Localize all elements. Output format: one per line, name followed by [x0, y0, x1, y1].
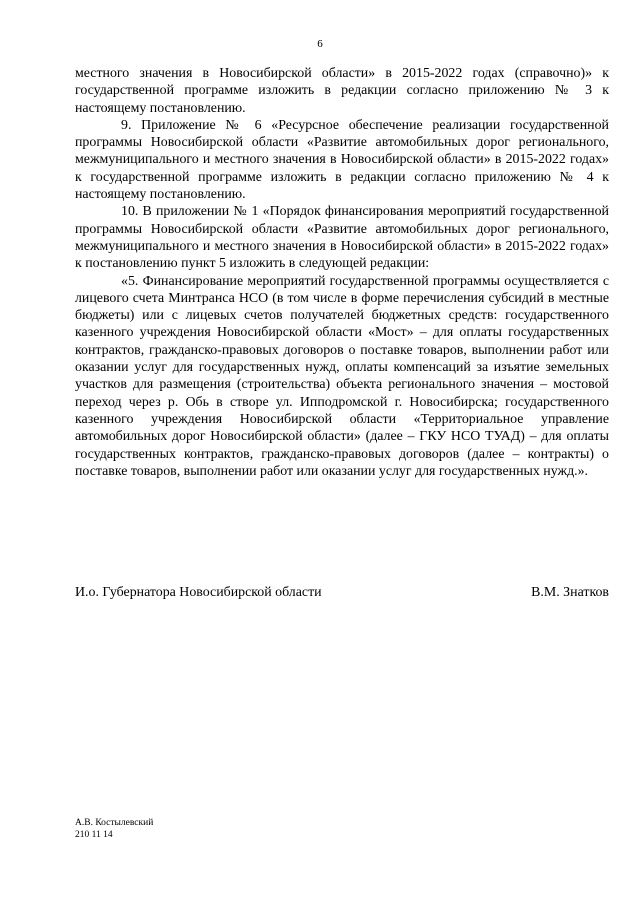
- paragraph-quoted-clause-5: «5. Финансирование мероприятий государственной программы осуществляется с лицевого счета Минтранса НСО (в том числе в форме перечисления субсидий в местные бюджеты) или с лицевых счетов получателей бюджетных средств: государственного казенного учреждения Новосибирской области «Мост» – для оплаты государственных контрактов, гражданско-правовых договоров о поставке товаров, выполнении работ или оказании услуг для государственных нужд, оплаты компенсаций за изъятие земельных участков для размещения (строительства) объекта регионального значения – мостовой переход через р. Обь в створе ул. Ипподромской г. Новосибирска; государственного казенного учреждения Новосибирской области «Территориальное управление автомобильных дорог Новосибирской области» (далее – ГКУ НСО ТУАД) – для оплаты государственных контрактов, гражданско-правовых договоров (далее – контракты) о поставке товаров, выполнении работ или оказании услуг для государственных нужд.».: [75, 273, 609, 479]
- executor-name: А.В. Костылевский: [75, 818, 154, 828]
- paragraph-item-10: 10. В приложении № 1 «Порядок финансирования мероприятий государственной программы Новосибирской области «Развитие автомобильных дорог регионального, межмуниципального и местного значения в Новосибирской области» в 2015-2022 годах» к постановлению пункт 5 изложить в следующей редакции:: [75, 204, 609, 272]
- paragraph-continuation: местного значения в Новосибирской области» в 2015-2022 годах (справочно)» к государственной программе изложить в редакции согласно приложению № 3 к настоящему постановлению.: [75, 66, 609, 116]
- page-number: 6: [317, 38, 323, 50]
- signatory-name: В.М. Знатков: [531, 585, 609, 600]
- signatory-title: И.о. Губернатора Новосибирской области: [75, 585, 322, 600]
- paragraph-item-9: 9. Приложение № 6 «Ресурсное обеспечение реализации государственной программы Новосибирской области «Развитие автомобильных дорог регионального, межмуниципального и местного значения в Новосибирской области» в 2015-2022 годах» к государственной программе изложить в редакции согласно приложению № 4 к настоящему постановлению.: [75, 117, 609, 203]
- executor-footer: [75, 818, 153, 841]
- document-body: [75, 65, 609, 480]
- executor-phone: 210 11 14: [75, 829, 113, 840]
